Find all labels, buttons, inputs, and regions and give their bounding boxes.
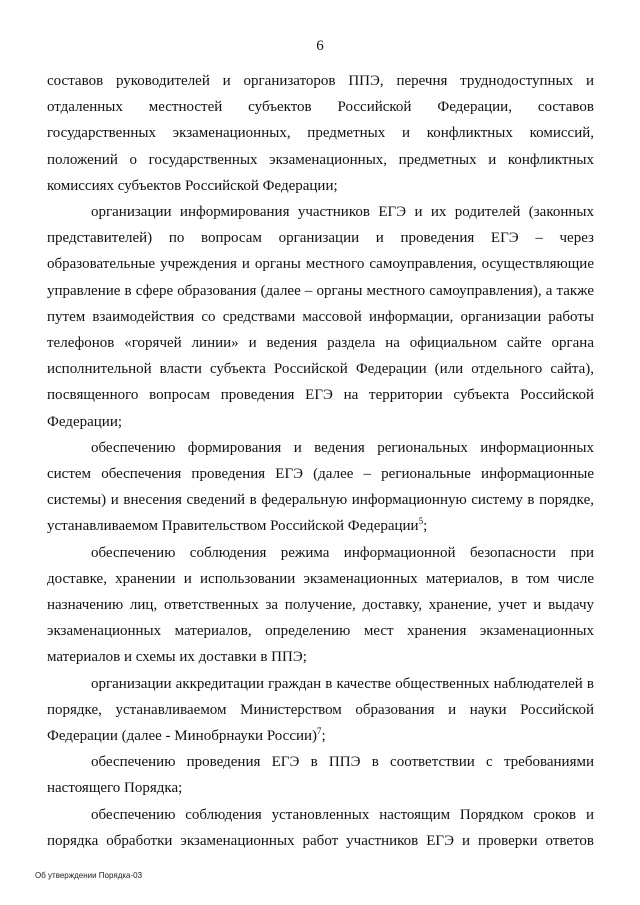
- paragraph-5: [47, 671, 594, 750]
- paragraph-3-text: обеспечению формирования и ведения региональных информационных систем обеспечения проведения ЕГЭ (далее – региональные информационные системы) и внесения сведений в федеральную информационную систему в порядке, устанавливаемом Правительством Российской Федерации: [47, 439, 594, 535]
- page-number: 6: [316, 38, 324, 54]
- paragraph-5-text: организации аккредитации граждан в качестве общественных наблюдателей в порядке, устанавливаемом Министерством образования и науки Российской Федерации (далее - Минобрнауки России): [47, 675, 594, 745]
- paragraph-7: обеспечению соблюдения установленных настоящим Порядком сроков и порядка обработки экзаменационных работ участников ЕГЭ и проверки ответов: [47, 806, 594, 849]
- footnote-ref-5: 5: [418, 516, 424, 527]
- footer-file-label: Об утверждении Порядка-03: [35, 871, 143, 880]
- paragraph-2: организации информирования участников ЕГЭ и их родителей (законных представителей) по вопросам организации и проведения ЕГЭ – через образовательные учреждения и органы местного самоуправления, осуществляющие управление в сфере образования (далее – органы местного самоуправления), а также путем взаимодействия со средствами массовой информации, организации работы телефонов «горячей линии» и ведения раздела на официальном сайте органа исполнительной власти субъекта Российской Федерации (или отдельного сайта), посвященного вопросам проведения ЕГЭ на территории субъекта Российской Федерации;: [47, 204, 594, 430]
- paragraph-5-tail: ;: [321, 728, 326, 745]
- document-body: [47, 68, 594, 854]
- paragraph-1: составов руководителей и организаторов ППЭ, перечня труднодоступных и отдаленных местностей субъектов Российской Федерации, составов государственных экзаменационных, предметных и конфликтных комиссий, положений о государственных экзаменационных, предметных и конфликтных комиссиях субъектов Российской Федерации;: [47, 73, 594, 194]
- paragraph-3: [47, 435, 594, 540]
- paragraph-3-tail: ;: [423, 518, 428, 535]
- footnote-ref-7: 7: [317, 726, 322, 737]
- paragraph-4: обеспечению соблюдения режима информационной безопасности при доставке, хранении и использовании экзаменационных материалов, в том числе назначению лиц, ответственных за получение, доставку, хранение, учет и выдачу экзаменационных материалов, определению мест хранения экзаменационных материалов и схемы их доставки в ППЭ;: [47, 544, 594, 666]
- paragraph-6: обеспечению проведения ЕГЭ в ППЭ в соответствии с требованиями настоящего Порядка;: [47, 754, 594, 797]
